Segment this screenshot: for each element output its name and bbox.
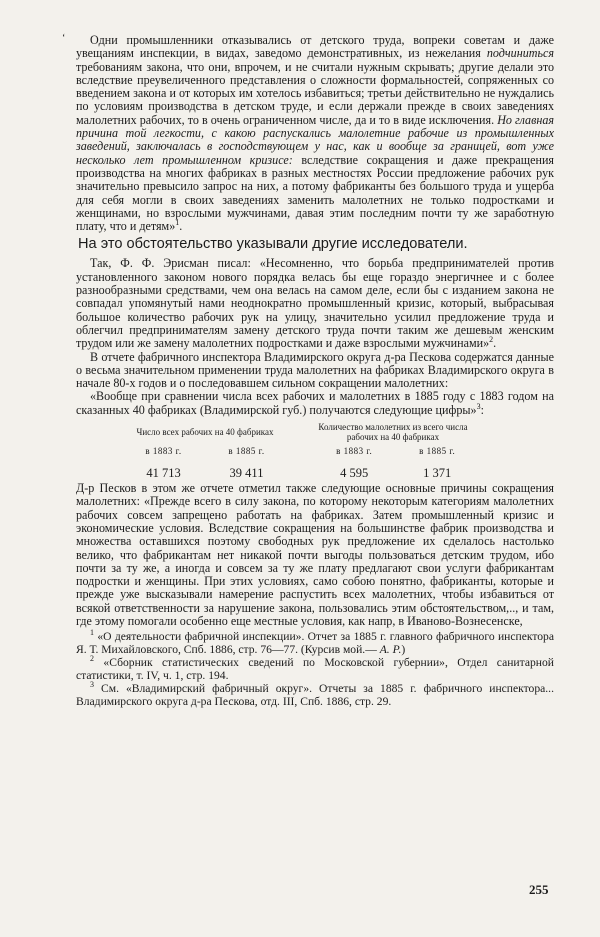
paragraph-5: Д-р Песков в этом же отчете отметил также следующие основные причины сокращения малолетних: «Прежде всего в силу закона, по которому некоторым категориям малолетних рабочих совсем запрещено работать на фабриках. Затем промышленный кризис и экономические условия. Вследствие сокращения на большинстве фабрик производства и множества оставшихся поэтому свободных рук предложение их сделалось настолько велико, что фабрикантам нет никакой почти выгоды пользоваться детским трудом, ибо почти за ту же, а иногда и совсем за ту же плату предлагают свои услуги фабрикантам подростки и женщины. При этих условиях, само собою понятно, фабриканты, которые и прежде уже высказывали намерение распустить всех малолетних, чтобы избавиться от всякой ответственности за нарушение закона, пользовались этим обстоятельством,.., и там, где этому помогали особенно еще местные условия, как напр, в Иваново-Вознесенске, [76,481,554,628]
paragraph-3: В отчете фабричного инспектора Владимирского округа д-ра Пескова содержатся данные о весьма значительном применении труда малолетних на фабриках Владимирского округа в начале 80-х годов и о последовавшем сильном сокращении малолетних: [76,349,554,391]
footnote-ref-1: 1 [175,218,180,228]
table-cell: 41 713 [146,466,181,481]
footnote-2: $^2$ «Сборник статистических сведений по Московской губернии», Отдел санитарной статистики, т. IV, ч. 1, стр. 194. [76,654,554,683]
paragraph-2: Так, Ф. Ф. Эрисман писал: «Несомненно, что борьба предпринимателей против установленного законом нового порядка велась бы еще гораздо энергичнее и с более разнообразными средствами, чем она велась на самом деле, если бы с изданием закона не совпадал упомянутый нами неоднократно промышленный кризис, который, выбрасывая большое количество рабочих рук на улицу, значительно усилил предложение труда и облегчил предпринимателям замену детского труда почти таким же дешевым женским трудом или же замену малолетних подростками и даже взрослыми мужчинами»$^2$. [76,256,554,351]
table-year-header: в 1883 г. [145,446,182,457]
footnote-1: $^1$ «О деятельности фабричной инспекции». Отчет за 1885 г. главного фабричного инспектора Я. Т. Михайловского, Спб. 1886, стр. 76—77. (Курсив мой.— А. Р.) [76,628,554,657]
table-cell: 1 371 [423,466,452,481]
table-group-header-minors: Количество малолетних из всего числа рабочих на 40 фабриках [318,422,468,443]
footnote-3: $^3$ См. «Владимирский фабричный округ». Отчеты за 1885 г. фабричного инспектора... Владимирского округа д-ра Пескова, отд. III, Спб. 1886, стр. 29. [76,680,554,709]
table-cell: 39 411 [229,466,264,481]
paragraph-4: «Вообще при сравнении числа всех рабочих и малолетних в 1885 году с 1883 годом на сказанных 40 фабриках (Владимирской губ.) получаются следующие цифры»$^3$: [76,389,554,417]
footnote-ref-3: 3 [476,401,481,411]
table-year-header: в 1883 г. [336,446,373,457]
footnote-ref-2: 2 [489,335,494,345]
paragraph-1: Одни промышленники отказывались от детского труда, вопреки советам и даже увещаниям инспекции, в видах, заведомо демонстративных, из нежелания подчиниться требованиям закона, что они, впрочем, и не считали нужным скрывать; другие делали это вследствие преувеличенного представления о сложности формальностей, сопряженных со введением закона и от которых им хотелось избавиться; третьи действительно не нуждались по условиям производства в детском труде, и если держали прежде в своих заведениях малолетних рабочих, то в очень ограниченном числе, да и то в виде исключения. Но главная причина той легкости, с какою распускались малолетние рабочие из промышленных заведений, заключалась в господствующем у нас, как и вообще за границей, вот уже несколько лет промышленном кризисе: вследствие сокращения и даже прекращения производства на многих фабриках в разных местностях России предложение рабочих рук значительно превысило запрос на них, а потому фабриканты без большого труда и ущерба для себя могли в своих заведениях заменить малолетних не только подростками и женщинами, но взрослыми мужчинами, давая этим последним почти ту же заработную плату, что и детям»$^1$. [76,33,554,234]
page-number: 255 [529,882,549,897]
statistics-table [122,422,476,481]
table-group-header-workers: Число всех рабочих на 40 фабриках [136,427,274,438]
page-body [76,34,554,708]
table-year-header: в 1885 г. [419,446,456,457]
table-cell: 4 595 [340,466,369,481]
section-heading: На это обстоятельство указывали другие исследователи. [78,236,468,253]
footnotes [76,630,554,708]
table-year-header: в 1885 г. [228,446,265,457]
margin-mark: ʻ [62,33,66,44]
